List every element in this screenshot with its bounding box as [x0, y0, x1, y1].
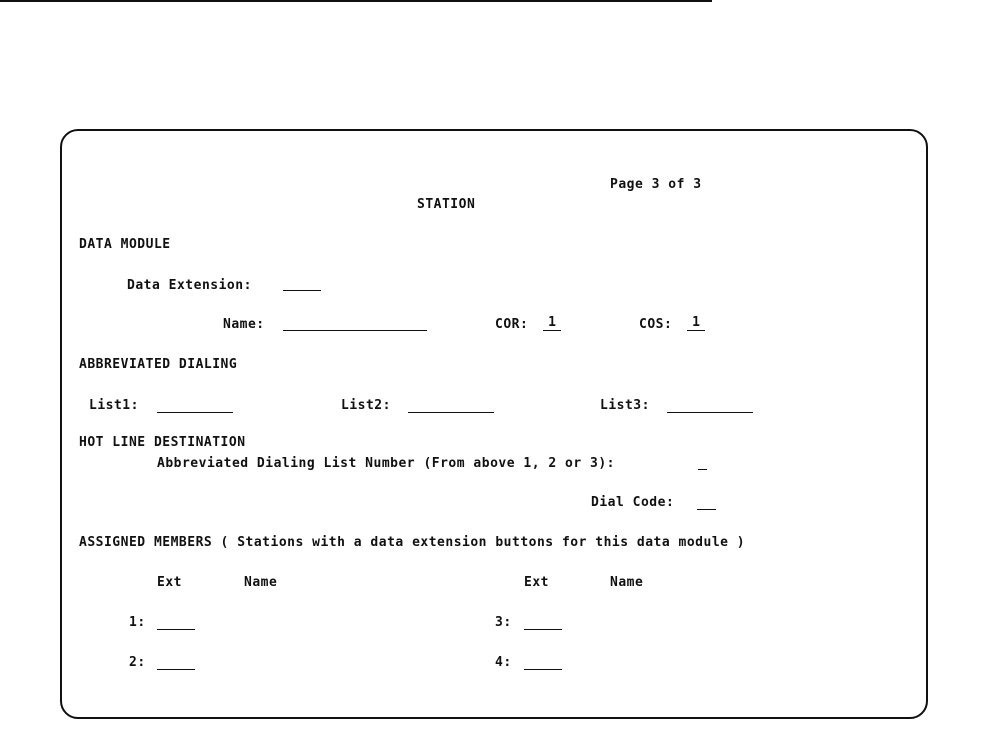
data-module-heading: DATA MODULE — [79, 237, 171, 252]
name-field[interactable] — [283, 316, 427, 331]
terminal-screen-frame — [60, 129, 928, 719]
col-name-header-right: Name — [610, 575, 644, 590]
member-row-label: 4: — [495, 655, 512, 670]
list3-field[interactable] — [667, 398, 753, 413]
cor-label: COR: — [495, 317, 529, 332]
dial-code-label: Dial Code: — [591, 495, 675, 510]
member-ext-field[interactable] — [157, 615, 195, 630]
list2-label: List2: — [341, 398, 391, 413]
col-ext-header-left: Ext — [157, 575, 182, 590]
cos-label: COS: — [639, 317, 673, 332]
list3-label: List3: — [600, 398, 650, 413]
abbreviated-dialing-heading: ABBREVIATED DIALING — [79, 357, 238, 372]
member-ext-field[interactable] — [524, 615, 562, 630]
col-ext-header-right: Ext — [524, 575, 549, 590]
member-row-label: 1: — [129, 615, 146, 630]
list1-label: List1: — [89, 398, 139, 413]
form-title: STATION — [417, 197, 476, 212]
list1-field[interactable] — [157, 398, 233, 413]
data-extension-field[interactable] — [283, 276, 321, 291]
member-ext-field[interactable] — [157, 655, 195, 670]
name-label: Name: — [223, 317, 265, 332]
list-number-field[interactable] — [698, 455, 707, 470]
col-name-header-left: Name — [244, 575, 278, 590]
member-row-label: 3: — [495, 615, 512, 630]
page-indicator: Page 3 of 3 — [610, 177, 702, 192]
list2-field[interactable] — [408, 398, 494, 413]
top-rule — [0, 0, 712, 2]
cos-field[interactable]: 1 — [687, 316, 705, 331]
member-row-label: 2: — [129, 655, 146, 670]
cor-field[interactable]: 1 — [543, 316, 561, 331]
dial-code-field[interactable] — [697, 495, 716, 510]
hot-line-heading: HOT LINE DESTINATION — [79, 435, 246, 450]
list-number-label: Abbreviated Dialing List Number (From above 1, 2 or 3): — [157, 456, 615, 471]
member-ext-field[interactable] — [524, 655, 562, 670]
assigned-members-heading: ASSIGNED MEMBERS ( Stations with a data extension buttons for this data module ) — [79, 535, 746, 550]
data-extension-label: Data Extension: — [127, 278, 252, 293]
